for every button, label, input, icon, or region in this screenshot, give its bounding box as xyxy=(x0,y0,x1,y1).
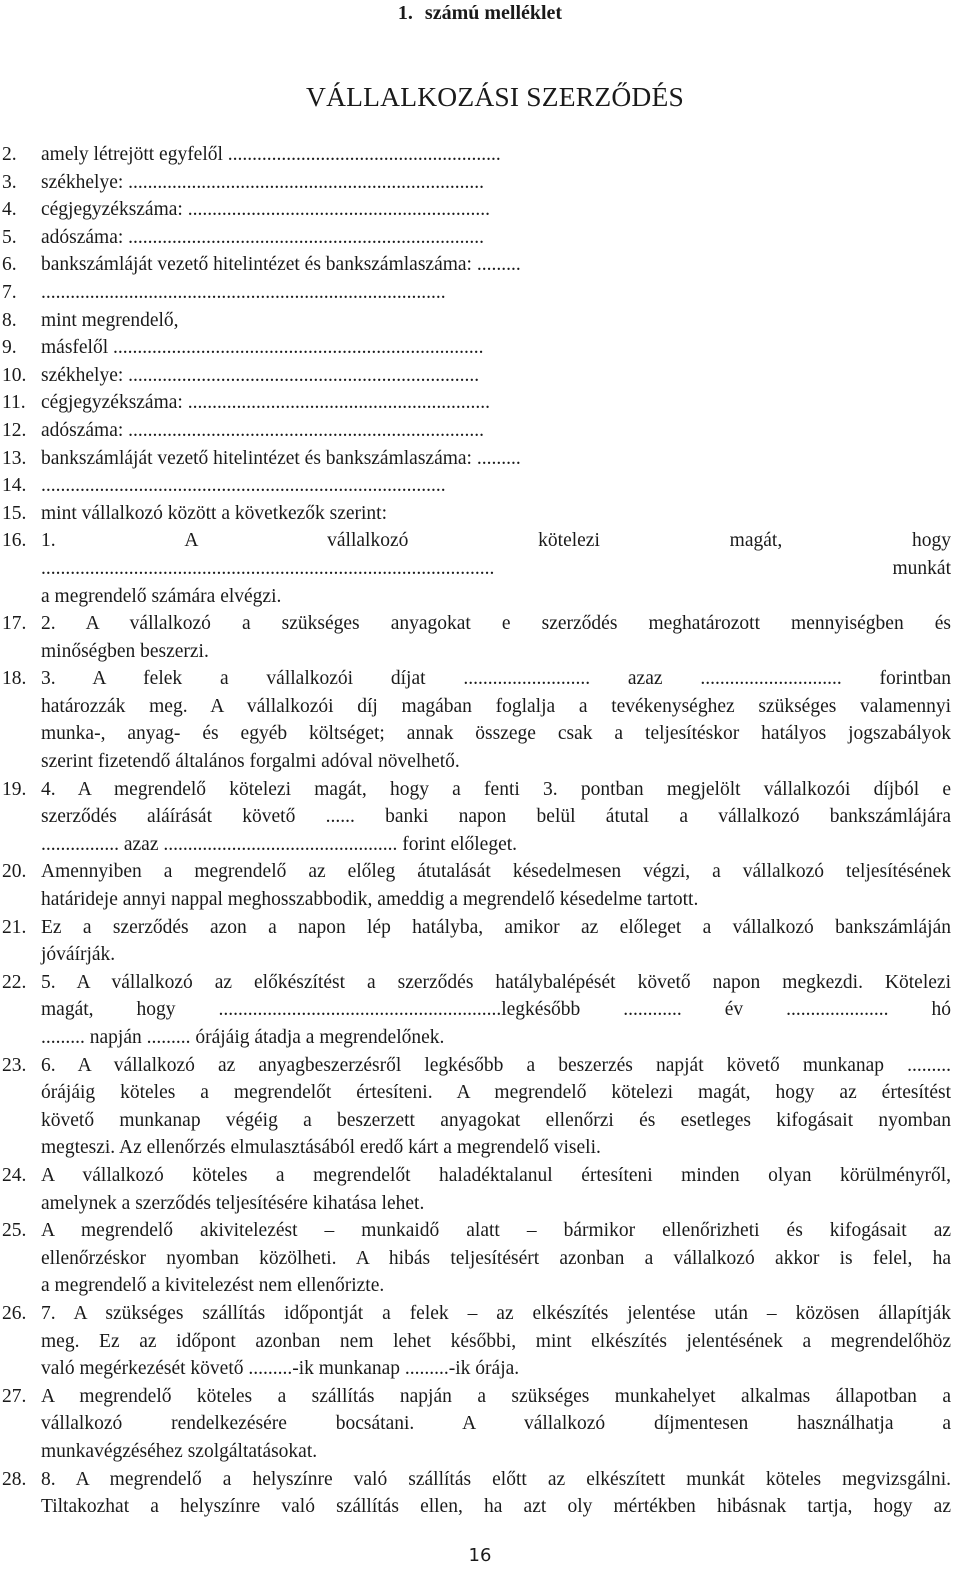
text-line: határozzák meg. A vállalkozói díj magában foglalja a tevékenységhez szükséges valamennyi xyxy=(41,695,951,717)
item-text xyxy=(41,1300,951,1383)
item-text xyxy=(41,527,951,610)
text-line: Ez a szerződés azon a napon lép hatályba, amikor az előleget a vállalkozó bankszámláján xyxy=(41,916,951,938)
item-number: 27. xyxy=(2,1385,27,1407)
list-item xyxy=(0,224,960,252)
text-line: a megrendelő a kivitelezést nem ellenőrizte. xyxy=(41,1275,385,1297)
list-item xyxy=(0,1466,960,1521)
item-text xyxy=(41,334,951,362)
item-number: 15. xyxy=(2,502,27,524)
item-number: 26. xyxy=(2,1302,27,1324)
item-number: 2. xyxy=(2,144,17,165)
text-line: 6. A vállalkozó az anyagbeszerzésről legkésőbb a beszerzés napját követő munkanap ......... xyxy=(41,1054,951,1076)
text-line: 4. A megrendelő kötelezi magát, hogy a fenti 3. pontban megjelölt vállalkozói díjból e xyxy=(41,778,951,800)
list-item xyxy=(0,389,960,417)
item-text xyxy=(41,389,951,417)
text-line: a megrendelő számára elvégzi. xyxy=(41,585,282,607)
text-line: székhelye: ........................................................................ xyxy=(41,364,480,386)
page-number: 16 xyxy=(468,1545,492,1566)
text-line: másfelől ............................................................................ xyxy=(41,337,484,359)
item-number: 16. xyxy=(2,530,27,552)
text-line: Amennyiben a megrendelő az előleg átutalását késedelmesen végzi, a vállalkozó teljesítésének xyxy=(41,861,951,883)
item-text xyxy=(41,279,951,307)
item-number: 17. xyxy=(2,613,27,635)
text-line: Tiltakozhat a helyszínre való szállítás ellen, ha azt oly mértékben hibásnak tartja, hogy az xyxy=(41,1496,951,1518)
list-item xyxy=(0,914,960,969)
item-text xyxy=(41,1217,951,1300)
text-line: cégjegyzékszáma: .............................................................. xyxy=(41,392,490,414)
item-number: 21. xyxy=(2,916,27,938)
text-line: minőségben beszerzi. xyxy=(41,640,209,662)
text-line: munka-, anyag- és egyéb költséget; annak összege csak a teljesítéskor hatályos jogszabályok xyxy=(41,723,951,745)
item-number: 14. xyxy=(2,475,27,497)
item-text xyxy=(41,362,951,390)
text-line: követő munkanap végéig a beszerzett anyagokat ellenőrzi és esetleges kifogásait nyomban xyxy=(41,1109,951,1131)
text-line: magát, hogy ..........................................................legkésőbb ............ év ..................... hó xyxy=(41,999,951,1021)
text-line: 1. A vállalkozó kötelezi magát, hogy xyxy=(41,530,951,552)
text-line: A megrendelő akivitelezést – munkaidő alatt – bármikor ellenőrizheti és kifogásait az xyxy=(41,1220,951,1242)
item-text xyxy=(41,169,951,197)
list-item xyxy=(0,500,960,528)
item-number: 6. xyxy=(2,254,17,276)
text-line: szerződés aláírását követő ...... banki napon belül átutal a vállalkozó bankszámlájára xyxy=(41,806,951,828)
text-line: A vállalkozó köteles a megrendelőt haladéktalanul értesíteni minden olyan körülményről, xyxy=(41,1164,951,1186)
list-item xyxy=(0,610,960,665)
item-text xyxy=(41,1466,951,1521)
text-line: ................ azaz ................................................ forint előleget. xyxy=(41,833,518,855)
item-text xyxy=(41,1162,951,1217)
list-item xyxy=(0,279,960,307)
item-number: 11. xyxy=(2,392,26,414)
list-item xyxy=(0,334,960,362)
item-text xyxy=(41,858,951,913)
text-line: megteszi. Az ellenőrzés elmulasztásából eredő kárt a megrendelő viseli. xyxy=(41,1137,601,1159)
text-line: 3. A felek a vállalkozói díjat .......................... azaz ............................. forintban xyxy=(41,668,951,690)
item-number: 13. xyxy=(2,447,27,469)
item-text xyxy=(41,1383,951,1466)
item-number: 8. xyxy=(2,309,17,331)
list-item xyxy=(0,472,960,500)
annex-header xyxy=(0,0,960,28)
text-line: munkavégzéséhez szolgáltatásokat. xyxy=(41,1440,318,1462)
document-title: VÁLLALKOZÁSI SZERZŐDÉS xyxy=(306,81,684,112)
item-number: 28. xyxy=(2,1468,27,1490)
item-number: 3. xyxy=(2,171,17,193)
clause-list xyxy=(0,141,960,1521)
list-item xyxy=(0,527,960,610)
text-line: A megrendelő köteles a szállítás napján a szükséges munkahelyet alkalmas állapotban a xyxy=(41,1385,951,1407)
list-item xyxy=(0,1383,960,1466)
text-line: való megérkezését követő .........-ik munkanap .........-ik órája. xyxy=(41,1358,520,1380)
list-item xyxy=(0,969,960,1052)
text-line: bankszámláját vezető hitelintézet és bankszámlaszáma: ......... xyxy=(41,447,521,469)
item-number: 20. xyxy=(2,861,27,883)
text-line: ellenőrzéskor nyomban közölheti. A hibás teljesítésért azonban a vállalkozó akkor is felel, ha xyxy=(41,1247,951,1269)
list-item xyxy=(0,445,960,473)
item-number: 12. xyxy=(2,419,27,441)
item-text xyxy=(41,1052,951,1162)
item-number: 7. xyxy=(2,281,17,303)
list-item xyxy=(0,776,960,859)
annex-label: számú melléklet xyxy=(424,2,563,24)
text-line: ......... napján ......... órájáig átadja a megrendelőnek. xyxy=(41,1027,445,1048)
item-number: 18. xyxy=(2,668,27,690)
text-line: mint vállalkozó között a következők szerint: xyxy=(41,502,388,524)
list-item xyxy=(0,1052,960,1162)
item-text xyxy=(41,224,951,252)
item-text xyxy=(41,307,951,335)
item-text xyxy=(41,251,951,279)
text-line: cégjegyzékszáma: .............................................................. xyxy=(41,199,490,221)
item-number: 24. xyxy=(2,1164,27,1186)
text-line: adószáma: ......................................................................... xyxy=(41,226,485,248)
item-number: 19. xyxy=(2,778,27,800)
item-number: 5. xyxy=(2,226,17,248)
text-line: szerint fizetendő általános forgalmi adóval növelhető. xyxy=(41,751,460,773)
list-item xyxy=(0,665,960,775)
item-number: 9. xyxy=(2,337,17,359)
item-number: 23. xyxy=(2,1054,27,1076)
list-item xyxy=(0,307,960,335)
list-item xyxy=(0,362,960,390)
text-line: 2. A vállalkozó a szükséges anyagokat e szerződés meghatározott mennyiségben és xyxy=(41,613,951,635)
list-item xyxy=(0,251,960,279)
text-line: jóváírják. xyxy=(41,944,116,966)
item-text xyxy=(41,969,951,1052)
item-text xyxy=(41,141,951,169)
item-text xyxy=(41,196,951,224)
list-item xyxy=(0,169,960,197)
item-number: 10. xyxy=(2,364,27,386)
annex-number: 1. xyxy=(397,2,413,24)
list-item xyxy=(0,1217,960,1300)
list-item xyxy=(0,196,960,224)
text-line: amelynek a szerződés teljesítésére kihatása lehet. xyxy=(41,1192,425,1214)
list-item xyxy=(0,858,960,913)
item-number: 25. xyxy=(2,1220,27,1242)
item-text xyxy=(41,914,951,969)
text-line: 5. A vállalkozó az előkészítést a szerződés hatálybalépését követő napon megkezdi. Kötelezi xyxy=(41,971,951,993)
text-line: meg. Ez az időpont azonban nem lehet későbbi, mint elkészítés jelentésének a megrendelőhöz xyxy=(41,1330,951,1352)
text-line: amely létrejött egyfelől ........................................................ xyxy=(41,144,501,165)
text-line: mint megrendelő, xyxy=(41,309,179,331)
item-number: 22. xyxy=(2,971,27,993)
list-item xyxy=(0,1300,960,1383)
item-text xyxy=(41,665,951,775)
item-number: 4. xyxy=(2,199,17,221)
item-text xyxy=(41,472,951,500)
list-item xyxy=(0,417,960,445)
text-line: órájáig köteles a megrendelőt értesíteni. A megrendelő kötelezi magát, hogy az értesítést xyxy=(41,1082,951,1104)
text-line: vállalkozó rendelkezésére bocsátani. A vállalkozó díjmentesen használhatja a xyxy=(41,1413,951,1435)
item-text xyxy=(41,417,951,445)
text-line: ................................................................................... xyxy=(41,475,446,497)
text-line: székhelye: ......................................................................... xyxy=(41,171,485,193)
item-text xyxy=(41,776,951,859)
item-text xyxy=(41,610,951,665)
text-line: határideje annyi nappal meghosszabbodik, ameddig a megrendelő késedelme tartott. xyxy=(41,889,699,911)
text-line: 8. A megrendelő a helyszínre való szállítás előtt az elkészített munkát köteles megvizsgálni. xyxy=(41,1468,951,1490)
list-item xyxy=(0,1162,960,1217)
text-line: ............................................................................................. munkát xyxy=(41,557,951,579)
text-line: ................................................................................... xyxy=(41,281,446,303)
item-text xyxy=(41,500,951,528)
text-line: bankszámláját vezető hitelintézet és bankszámlaszáma: ......... xyxy=(41,254,521,276)
text-line: 7. A szükséges szállítás időpontját a felek – az elkészítés jelentése után – közösen állapítják xyxy=(41,1302,951,1324)
list-item xyxy=(0,141,960,169)
text-line: adószáma: ......................................................................... xyxy=(41,419,485,441)
item-text xyxy=(41,445,951,473)
